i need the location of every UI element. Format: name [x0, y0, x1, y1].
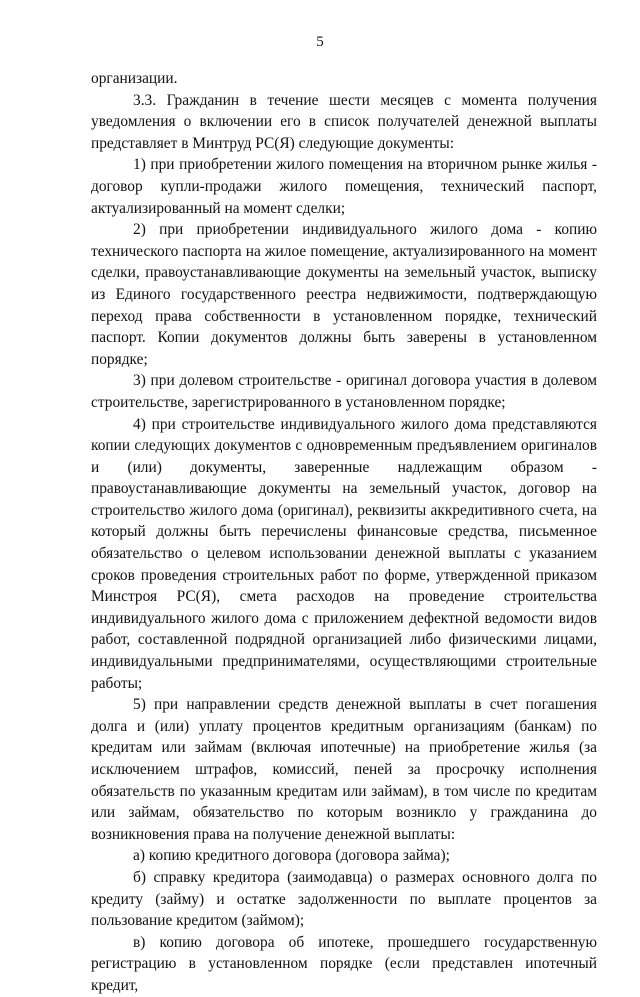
paragraph-section-3-3: 3.3. Гражданин в течение шести месяцев с момента получения уведомления о включении его в список получателей денежной выплаты представляет в Минтруд РС(Я) следующие документы:: [91, 91, 597, 152]
paragraph-item-5a: а) копию кредитного договора (договора займа);: [133, 847, 450, 865]
paragraph-item-4: 4) при строительстве индивидуального жилого дома представляются копии следующих документов с одновременным предъявлением оригиналов и (или) документы, заверенные надлежащим образом - правоустанавливающие документы на земельный участок, договор на строительство жилого дома (оригинал), реквизиты аккредитивного счета, на который должны быть перечислены финансовые средства, письменное обязательство о целевом использовании денежной выплаты с указанием сроков проведения строительных работ по форме, утвержденной приказом Минстроя РС(Я), смета расходов на проведение строительства индивидуального жилого дома с приложением дефектной ведомости видов работ, составленной подрядной организацией либо физическими лицами, индивидуальными предпринимателями, осуществляющими строительные работы;: [91, 415, 597, 692]
paragraph-item-5b: б) справку кредитора (заимодавца) о размерах основного долга по кредиту (займу) и остатке задолженности по выплате процентов за пользование кредитом (займом);: [91, 868, 597, 930]
paragraph-item-2: 2) при приобретении индивидуального жилого дома - копию технического паспорта на жилое помещение, актуализированного на момент сделки, правоустанавливающие документы на земельный участок, выписку из Единого государственного реестра недвижимости, подтверждающую переход права собственности в установленном порядке, технический паспорт. Копии документов должны быть заверены в установленном порядке;: [91, 221, 597, 368]
page-number: 5: [316, 34, 324, 50]
document-body: [91, 68, 597, 997]
paragraph-continuation: организации.: [91, 70, 178, 87]
paragraph-item-3: 3) при долевом строительстве - оригинал договора участия в долевом строительстве, зарегистрированного в установленном порядке;: [91, 372, 597, 411]
paragraph-item-5: 5) при направлении средств денежной выплаты в счет погашения долга и (или) уплату процентов кредитным организациям (банкам) по кредитам или займам (включая ипотечные) на приобретение жилья (за исключением штрафов, комиссий, пеней за просрочку исполнения обязательств по указанным кредитам или займам), в том числе по кредитам или займам, обязательство по которым возникло у гражданина до возникновения права на получение денежной выплаты:: [91, 696, 597, 843]
paragraph-item-5v: в) копию договора об ипотеке, прошедшего государственную регистрацию в установленном порядке (если представлен ипотечный кредит,: [91, 933, 597, 994]
paragraph-item-1: 1) при приобретении жилого помещения на вторичном рынке жилья - договор купли-продажи жилого помещения, технический паспорт, актуализированный на момент сделки;: [91, 156, 597, 217]
